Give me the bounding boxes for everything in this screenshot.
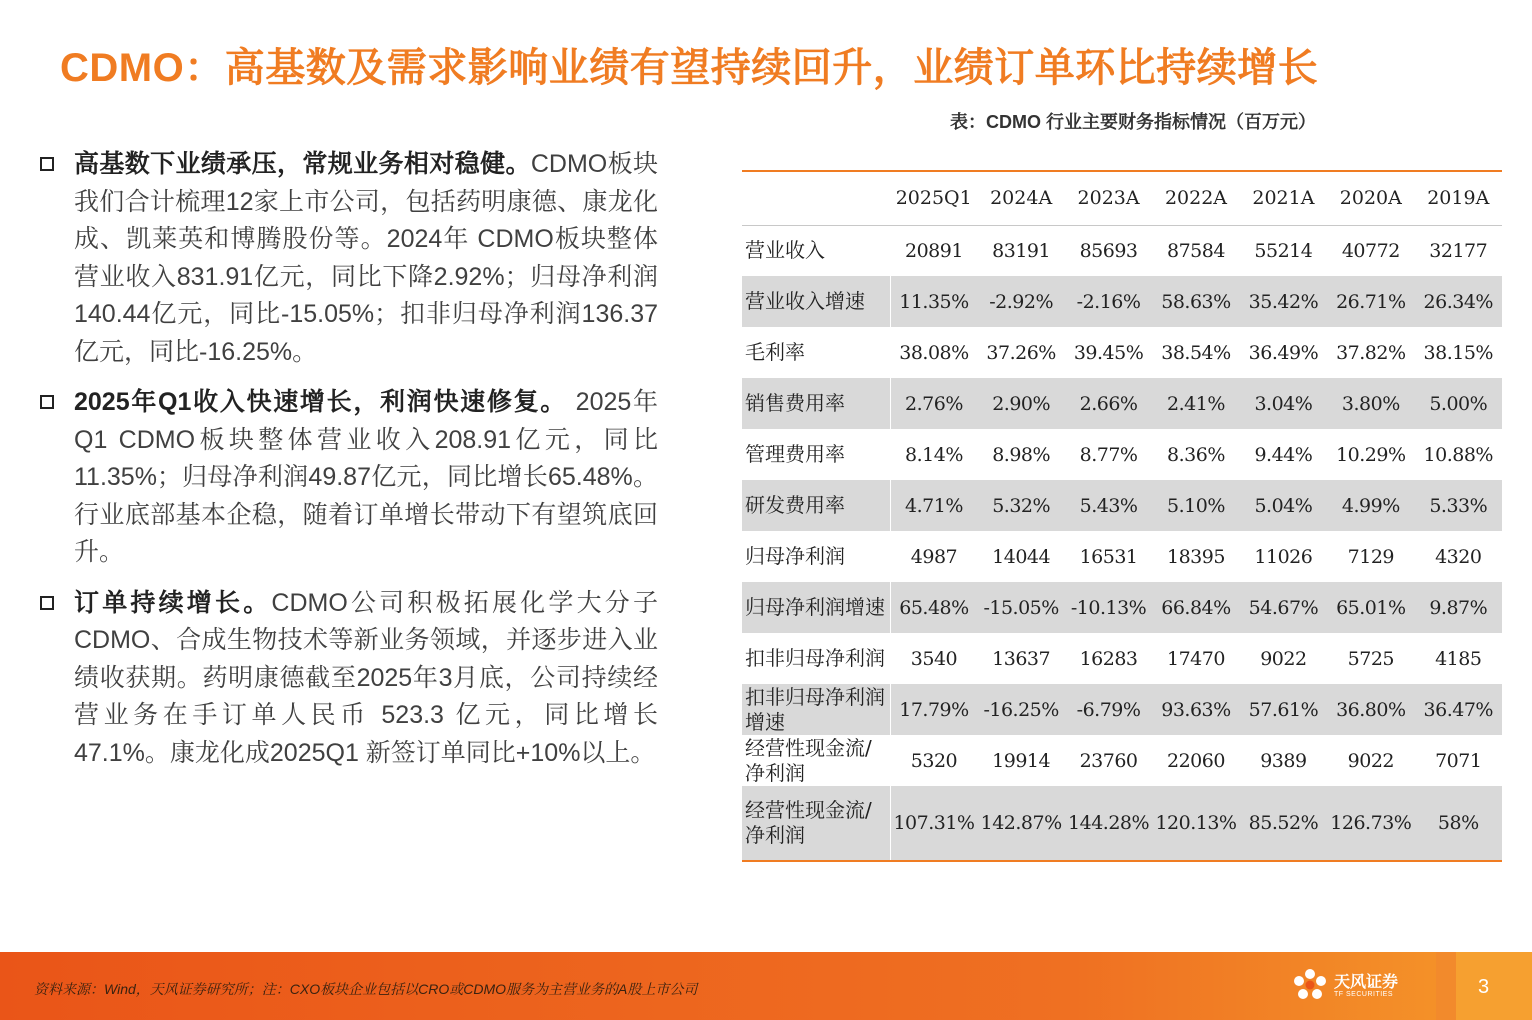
table-cell: 40772 bbox=[1341, 239, 1400, 262]
table-cell: 57.61% bbox=[1248, 698, 1319, 721]
column-header: 2024A bbox=[977, 171, 1064, 225]
table-cell: 5.04% bbox=[1254, 494, 1313, 517]
table-row bbox=[742, 786, 1502, 861]
table-cell: 5.10% bbox=[1167, 494, 1225, 517]
table-cell: 14044 bbox=[992, 545, 1051, 568]
square-bullet-icon bbox=[40, 157, 54, 171]
table-cell: 2.66% bbox=[1079, 392, 1138, 415]
table-cell: 7071 bbox=[1435, 749, 1482, 772]
table-row bbox=[742, 735, 1502, 786]
bullet-heading: 高基数下业绩承压，常规业务相对稳健。 bbox=[74, 150, 531, 178]
table-row bbox=[742, 225, 1502, 276]
column-header: 2023A bbox=[1065, 171, 1152, 225]
table-cell: 9389 bbox=[1260, 749, 1307, 772]
table-cell: 58.63% bbox=[1161, 290, 1231, 313]
column-header: 2019A bbox=[1415, 171, 1502, 225]
row-label: 经营性现金流/净利润 bbox=[742, 735, 890, 786]
square-bullet-icon bbox=[40, 395, 54, 409]
table-cell: 8.36% bbox=[1167, 443, 1225, 466]
row-label: 研发费用率 bbox=[742, 480, 890, 531]
table-row bbox=[742, 429, 1502, 480]
table-cell: 10.88% bbox=[1423, 443, 1493, 466]
table-cell: 5.32% bbox=[992, 494, 1051, 517]
footer-stripe bbox=[1456, 952, 1532, 1020]
table-cell: 5.43% bbox=[1079, 494, 1138, 517]
table-cell: 9022 bbox=[1347, 749, 1394, 772]
table-cell: 5.33% bbox=[1429, 494, 1488, 517]
column-header: 2021A bbox=[1240, 171, 1327, 225]
table-cell: -6.79% bbox=[1076, 698, 1141, 721]
table-cell: -2.16% bbox=[1076, 290, 1141, 313]
table-cell: 20891 bbox=[904, 239, 963, 262]
row-label: 管理费用率 bbox=[742, 429, 890, 480]
table-cell: 10.29% bbox=[1336, 443, 1406, 466]
bullet-list bbox=[38, 146, 658, 785]
table-cell: 3.80% bbox=[1341, 392, 1400, 415]
flower-logo-icon bbox=[1290, 966, 1330, 1006]
table-cell: 87584 bbox=[1167, 239, 1225, 262]
row-label: 归母净利润增速 bbox=[742, 582, 890, 633]
table-cell: 54.67% bbox=[1248, 596, 1319, 619]
table-cell: 37.26% bbox=[986, 341, 1056, 364]
table-cell: 26.71% bbox=[1336, 290, 1406, 313]
row-label: 营业收入增速 bbox=[742, 276, 890, 327]
table-cell: 36.80% bbox=[1336, 698, 1406, 721]
table-cell: 2.76% bbox=[905, 392, 963, 415]
table-cell: 36.49% bbox=[1248, 341, 1319, 364]
table-cell: 120.13% bbox=[1155, 812, 1237, 834]
table-cell: 38.15% bbox=[1423, 341, 1493, 364]
logo-text: 天风证券 bbox=[1334, 974, 1399, 991]
table-cell: 38.54% bbox=[1161, 341, 1231, 364]
table-cell: 2.41% bbox=[1167, 392, 1225, 415]
table-cell: 58% bbox=[1437, 812, 1479, 834]
table-cell: 93.63% bbox=[1161, 698, 1231, 721]
financial-table bbox=[742, 170, 1502, 862]
table-cell: 11026 bbox=[1254, 545, 1313, 568]
table-cell: 37.82% bbox=[1336, 341, 1406, 364]
table-cell: 4185 bbox=[1435, 647, 1482, 670]
table-cell: 142.87% bbox=[980, 812, 1062, 834]
table-row bbox=[742, 633, 1502, 684]
bullet-item bbox=[38, 146, 658, 371]
table-cell: 16283 bbox=[1079, 647, 1138, 670]
row-label: 归母净利润 bbox=[742, 531, 890, 582]
table-cell: 9.87% bbox=[1429, 596, 1488, 619]
table-cell: 8.14% bbox=[905, 443, 963, 466]
table-cell: 19914 bbox=[992, 749, 1051, 772]
table-cell: 22060 bbox=[1167, 749, 1225, 772]
table-cell: 38.08% bbox=[899, 341, 969, 364]
table-cell: 39.45% bbox=[1073, 341, 1144, 364]
table-cell: 18395 bbox=[1167, 545, 1225, 568]
square-bullet-icon bbox=[40, 596, 54, 610]
table-row bbox=[742, 327, 1502, 378]
table-cell: 4.99% bbox=[1341, 494, 1400, 517]
logo-subtext: TF SECURITIES bbox=[1334, 991, 1394, 998]
table-cell: 8.77% bbox=[1079, 443, 1138, 466]
table-cell: 32177 bbox=[1429, 239, 1488, 262]
bullet-heading: 订单持续增长。 bbox=[74, 588, 272, 617]
table-cell: 2.90% bbox=[992, 392, 1051, 415]
table-cell: 17470 bbox=[1167, 647, 1225, 670]
table-cell: 4.71% bbox=[905, 494, 963, 517]
table-cell: 144.28% bbox=[1068, 812, 1150, 834]
page-title: CDMO：高基数及需求影响业绩有望持续回升，业绩订单环比持续增长 bbox=[60, 46, 1319, 90]
table-cell: 9022 bbox=[1260, 647, 1307, 670]
table-cell: 23760 bbox=[1079, 749, 1138, 772]
table-cell: 5725 bbox=[1347, 647, 1394, 670]
table-cell: 16531 bbox=[1079, 545, 1138, 568]
row-label: 营业收入 bbox=[742, 225, 890, 276]
table-row bbox=[742, 378, 1502, 429]
table-cell: 4320 bbox=[1435, 545, 1482, 568]
table-cell: 7129 bbox=[1347, 545, 1394, 568]
company-logo bbox=[1290, 966, 1440, 1010]
table-cell: 11.35% bbox=[899, 290, 969, 313]
table-cell: 126.73% bbox=[1330, 812, 1412, 834]
table-cell: 26.34% bbox=[1423, 290, 1493, 313]
bullet-item bbox=[38, 585, 658, 773]
column-header: 2022A bbox=[1152, 171, 1239, 225]
row-label: 经营性现金流/净利润 bbox=[742, 786, 890, 861]
table-cell: 3540 bbox=[910, 647, 958, 670]
table-cell: 17.79% bbox=[899, 698, 969, 721]
table-cell: 85693 bbox=[1079, 239, 1138, 262]
table-cell: 5.00% bbox=[1429, 392, 1488, 415]
table-cell: 55214 bbox=[1254, 239, 1313, 262]
bullet-text: CDMO板块我们合计梳理12家上市公司，包括药明康德、康龙化成、凯莱英和博腾股份等。2024年 CDMO板块整体营业收入831.91亿元，同比下降2.92%；归母净利润140.44亿元，同比-15.05%；扣非归母净利润136.37亿元，同比-16.25%。 bbox=[74, 150, 658, 366]
footer-stripe bbox=[1436, 952, 1456, 1020]
bullet-text: 2025年Q1 CDMO板块整体营业收入208.91亿元，同比11.35%；归母净利润49.87亿元，同比增长65.48%。行业底部基本企稳，随着订单增长带动下有望筑底回升。 bbox=[74, 388, 659, 566]
column-header: 2020A bbox=[1327, 171, 1414, 225]
row-label: 销售费用率 bbox=[742, 378, 890, 429]
table-cell: 5320 bbox=[910, 749, 958, 772]
table-cell: 107.31% bbox=[893, 812, 975, 834]
table-cell: 83191 bbox=[992, 239, 1051, 262]
bullet-item bbox=[38, 384, 658, 572]
table-cell: 35.42% bbox=[1248, 290, 1319, 313]
table-cell: 65.01% bbox=[1336, 596, 1406, 619]
table-cell: -10.13% bbox=[1070, 596, 1147, 619]
table-row bbox=[742, 582, 1502, 633]
page-number: 3 bbox=[1478, 976, 1490, 998]
bullet-text: CDMO公司积极拓展化学大分子CDMO、合成生物技术等新业务领域，并逐步进入业绩收获期。药明康德截至2025年3月底，公司持续经营业务在手订单人民币 523.3 亿元，同比增长47.1%。康龙化成2025Q1 新签订单同比+10%以上。 bbox=[74, 588, 658, 767]
table-cell: -16.25% bbox=[983, 698, 1059, 721]
table-cell: 4987 bbox=[910, 545, 958, 568]
table-cell: 66.84% bbox=[1161, 596, 1231, 619]
bullet-heading: 2025年Q1收入快速增长，利润快速修复。 bbox=[74, 388, 568, 416]
table-cell: -15.05% bbox=[983, 596, 1059, 619]
source-note: 资料来源：Wind，天风证券研究所；注：CXO板块企业包括以CRO或CDMO服务为主营业务的A股上市公司 bbox=[34, 981, 698, 997]
table-cell: 13637 bbox=[992, 647, 1051, 670]
financial-table-container bbox=[742, 170, 1502, 862]
table-cell: 8.98% bbox=[992, 443, 1051, 466]
table-row bbox=[742, 276, 1502, 327]
column-header bbox=[742, 171, 890, 225]
table-header-row bbox=[742, 171, 1502, 225]
row-label: 毛利率 bbox=[742, 327, 890, 378]
row-label: 扣非归母净利润增速 bbox=[742, 684, 890, 735]
table-row bbox=[742, 531, 1502, 582]
table-row bbox=[742, 684, 1502, 735]
table-cell: 36.47% bbox=[1423, 698, 1493, 721]
table-cell: 65.48% bbox=[899, 596, 969, 619]
table-row bbox=[742, 480, 1502, 531]
table-cell: 85.52% bbox=[1248, 812, 1319, 834]
table-cell: 9.44% bbox=[1254, 443, 1313, 466]
footer-bar bbox=[0, 952, 1532, 1020]
column-header: 2025Q1 bbox=[890, 171, 977, 225]
table-caption: 表：CDMO 行业主要财务指标情况（百万元） bbox=[950, 112, 1316, 132]
row-label: 扣非归母净利润 bbox=[742, 633, 890, 684]
table-cell: 3.04% bbox=[1254, 392, 1313, 415]
table-cell: -2.92% bbox=[989, 290, 1054, 313]
